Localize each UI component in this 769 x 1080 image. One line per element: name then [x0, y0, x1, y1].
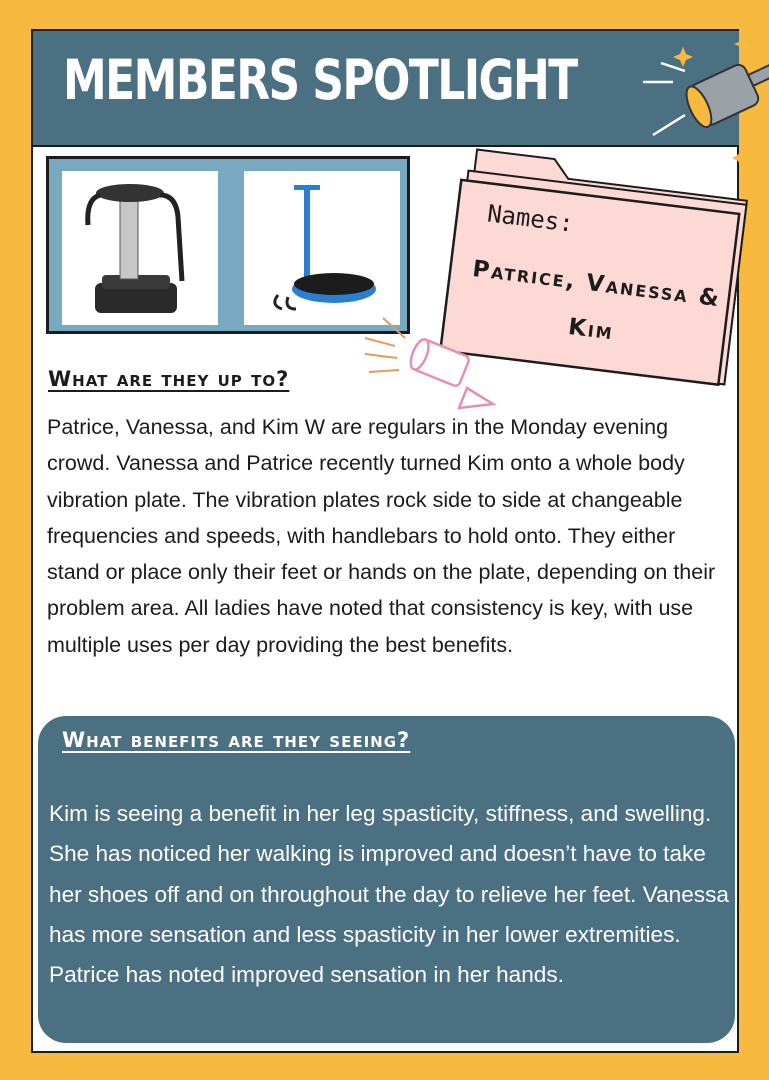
vibration-plate-photo	[62, 171, 218, 325]
small-spotlight-icon	[363, 316, 508, 411]
section-heading: What are they up to?	[48, 367, 290, 391]
names-label: Names:	[485, 199, 576, 238]
section-body: Patrice, Vanessa, and Kim W are regulars in the Monday evening crowd. Vanessa and Patrice recently turned Kim onto a whole body vibration plate. The vibration plates rock side to side at changeable frequencies and speeds, with handlebars to hold onto. They either stand or place only their feet or hands on the plate, depending on their problem area. All ladies have noted that consistency is key, with use multiple uses per day providing the best benefits.	[47, 415, 716, 657]
vibration-plate-photo	[244, 171, 400, 325]
page-title: MEMBERS SPOTLIGHT	[63, 48, 577, 112]
photo-frame	[46, 156, 410, 334]
benefits-heading: What benefits are they seeing?	[62, 728, 411, 752]
member-names: Patrice, Vanessa & Kim	[471, 255, 723, 346]
benefits-box	[38, 716, 735, 1043]
vibration-plate-blue-icon	[244, 171, 400, 325]
benefits-body: Kim is seeing a benefit in her leg spasticity, stiffness, and swelling. She has noticed her walking is improved and doesn’t have to take her shoes off and on throughout the day to relieve her feet. Vanessa has more sensation and less spasticity in her lower extremities. Patrice has noted improved sensation in her hands.	[49, 801, 729, 988]
vibration-plate-tower-icon	[62, 171, 218, 325]
spotlight-page	[31, 29, 739, 1053]
